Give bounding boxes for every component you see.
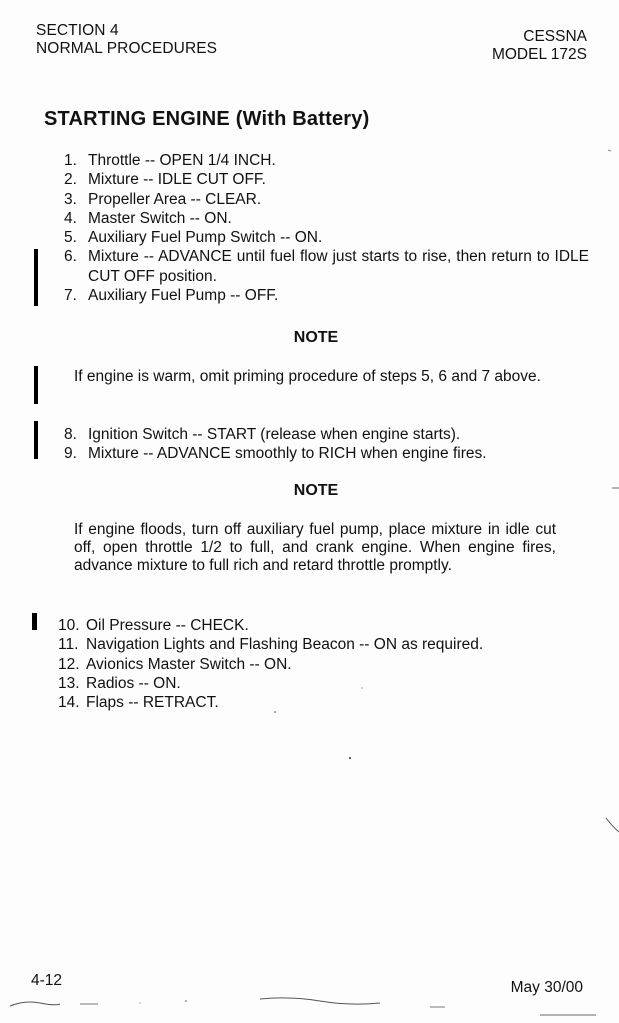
- step-text: Radios -- ON.: [86, 674, 181, 692]
- list-item: [0, 151, 619, 170]
- list-item: [0, 674, 619, 693]
- step-text: Throttle -- OPEN 1/4 INCH.: [88, 152, 276, 169]
- list-item: [0, 425, 619, 444]
- step-text: Flaps -- RETRACT.: [86, 694, 219, 712]
- note-heading: NOTE: [293, 329, 339, 346]
- change-bar-note-1: [34, 366, 38, 404]
- step-number: 3.: [64, 190, 77, 208]
- step-text: Propeller Area -- CLEAR.: [88, 190, 262, 208]
- step-text: Avionics Master Switch -- ON.: [86, 655, 292, 673]
- steps-list-3: [0, 616, 619, 712]
- step-text: Ignition Switch -- START (release when engine starts).: [88, 426, 461, 443]
- step-number: 13.: [58, 674, 80, 692]
- step-text: Auxiliary Fuel Pump -- OFF.: [88, 287, 279, 305]
- steps-list-2: [0, 425, 619, 464]
- list-item: [0, 228, 619, 247]
- list-item: [0, 616, 619, 635]
- step-text: Mixture -- ADVANCE until fuel flow just starts to rise, then return to IDLE CUT OFF position.: [88, 248, 589, 285]
- step-number: 4.: [64, 209, 77, 227]
- aircraft-model: MODEL 172S: [491, 46, 587, 63]
- step-number: 14.: [58, 694, 80, 712]
- step-number: 5.: [64, 229, 77, 247]
- step-text: Auxiliary Fuel Pump Switch -- ON.: [88, 229, 323, 247]
- list-item: [0, 247, 619, 286]
- step-number: 9.: [64, 445, 77, 463]
- step-text: Mixture -- IDLE CUT OFF.: [88, 171, 266, 189]
- list-item: [0, 635, 619, 654]
- step-number: 8.: [64, 426, 77, 443]
- section-title: NORMAL PROCEDURES: [36, 40, 218, 57]
- step-text: Master Switch -- ON.: [88, 209, 232, 227]
- list-item: [0, 209, 619, 228]
- list-item: [0, 170, 619, 189]
- step-number: 11.: [58, 636, 79, 654]
- step-text: Navigation Lights and Flashing Beacon -- ON as required.: [86, 636, 484, 654]
- list-item: [0, 693, 619, 712]
- note-text: If engine floods, turn off auxiliary fuel pump, place mixture in idle cut off, open throttle 1/2 to full, and crank engine. When engine fires, advance mixture to full rich and retard throttle promptly.: [74, 521, 556, 574]
- step-text: Mixture -- ADVANCE smoothly to RICH when engine fires.: [88, 445, 487, 463]
- step-text: Oil Pressure -- CHECK.: [86, 617, 249, 634]
- procedure-title: STARTING ENGINE (With Battery): [44, 108, 370, 130]
- list-item: [0, 190, 619, 209]
- manufacturer-name: CESSNA: [523, 28, 587, 45]
- step-number: 7.: [64, 287, 77, 305]
- section-number: SECTION 4: [36, 22, 119, 39]
- page-number: 4-12: [31, 972, 63, 989]
- list-item: [0, 286, 619, 305]
- note-text: If engine is warm, omit priming procedure of steps 5, 6 and 7 above.: [74, 368, 541, 385]
- step-number: 6.: [64, 248, 77, 266]
- step-number: 10.: [58, 617, 80, 634]
- list-item: [0, 444, 619, 463]
- revision-date: May 30/00: [510, 979, 583, 996]
- step-number: 12.: [58, 655, 80, 673]
- section-header: [36, 22, 217, 58]
- aircraft-header: [492, 28, 587, 64]
- step-number: 2.: [64, 171, 77, 189]
- note-heading: NOTE: [293, 482, 339, 499]
- list-item: [0, 655, 619, 674]
- steps-list-1: [0, 151, 619, 305]
- step-number: 1.: [64, 152, 77, 169]
